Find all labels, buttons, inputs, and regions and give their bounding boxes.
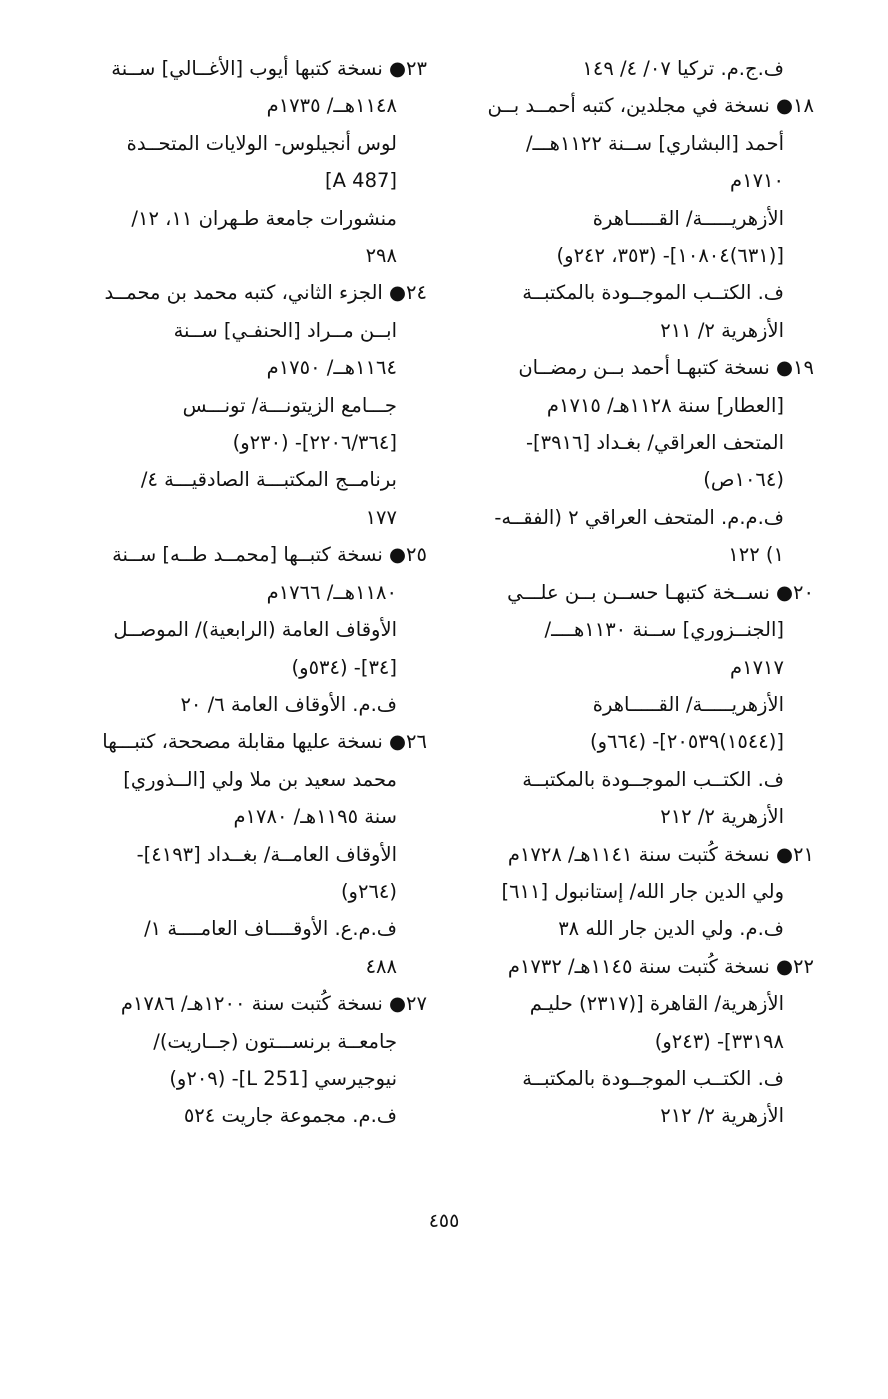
text-line: ف. الكتــب الموجــودة بالمكتبــة <box>522 767 784 791</box>
text-line: (٢٦٤و) <box>340 879 397 903</box>
text-line: ١٨● نسخة في مجلدين، كتبه أحمــد بــن <box>487 94 814 118</box>
entry-detail <box>462 686 814 761</box>
text-line: الأزهرية ٢/ ٢١٢ <box>660 805 784 829</box>
text-line: سنة ١١٩٥هـ/ ١٧٨٠م <box>233 805 397 829</box>
entry-detail <box>72 200 427 275</box>
right-column <box>462 50 814 1135</box>
text-line: ٤٨٨ <box>365 954 397 978</box>
entry-detail <box>462 910 814 947</box>
text-line: الأزهريـــــة/ القـــــاهرة <box>592 692 784 716</box>
text-line: ولي الدين جار الله/ إستانبول [٦١١] <box>501 879 784 903</box>
manuscript-entry <box>72 50 427 125</box>
text-line: محمد سعيد بن ملا ولي [الــذوري] <box>123 767 397 791</box>
text-line: جامعــة برنســـتون (جــاريت)/ <box>153 1029 397 1053</box>
text-line: [(١٥٤٤)٢٠٥٣٩]- (٦٦٤و) <box>589 730 784 754</box>
text-line: ف. الكتــب الموجــودة بالمكتبــة <box>522 1066 784 1090</box>
text-line: [A 487] <box>325 169 397 193</box>
manuscript-entry <box>462 349 814 424</box>
text-line: ٢٧● نسخة كُتبت سنة ١٢٠٠هـ/ ١٧٨٦م <box>120 992 427 1016</box>
manuscript-entry <box>72 536 427 611</box>
text-line: ف.ج.م. تركيا ٠٧/ ٤/ ١٤٩ <box>582 57 784 80</box>
entry-detail <box>72 1023 427 1098</box>
entry-detail <box>462 761 814 836</box>
manuscript-entry <box>462 574 814 686</box>
text-line: ٢١● نسخة كُتبت سنة ١١٤١هـ/ ١٧٢٨م <box>507 842 814 866</box>
manuscript-entry <box>72 723 427 835</box>
text-line: الأزهرية/ القاهرة [(٢٣١٧) حليـم <box>529 992 784 1016</box>
text-line: الأزهريـــــة/ القـــــاهرة <box>592 206 784 230</box>
text-line: ف.م.م. المتحف العراقي ٢ (الفقــه- <box>494 505 784 529</box>
entry-detail <box>462 274 814 349</box>
text-line: الأوقاف العامــة/ بغــداد [٤١٩٣]- <box>136 842 397 866</box>
left-column <box>72 50 427 1135</box>
text-line: الأوقاف العامة (الرابعية)/ الموصــل <box>113 618 397 642</box>
text-line: ٢٤● الجزء الثاني، كتبه محمد بن محمــد <box>104 281 427 305</box>
entry-detail <box>72 836 427 911</box>
entry-detail <box>462 1060 814 1135</box>
text-line: [٣٤]- (٥٣٤و) <box>291 655 397 679</box>
text-line: [٢٢٠٦/٣٦٤]- (٢٣٠و) <box>232 431 397 455</box>
page-number: ٤٥٥ <box>428 1210 460 1232</box>
text-line: ٢٣● نسخة كتبها أيوب [الأغــالي] ســنة <box>111 57 427 80</box>
text-line: المتحف العراقي/ بغـداد [٣٩١٦]- <box>525 431 784 455</box>
text-line: ١١٨٠هــ/ ١٧٦٦م <box>266 580 397 604</box>
entry-detail <box>72 1097 427 1134</box>
text-line: ١١٦٤هــ/ ١٧٥٠م <box>266 356 397 380</box>
entry-detail <box>72 125 427 200</box>
text-line: ف.م. الأوقاف العامة ٦/ ٢٠ <box>180 692 397 716</box>
entry-detail <box>462 50 814 87</box>
entry-detail <box>72 686 427 723</box>
entry-detail <box>462 200 814 275</box>
text-line: ١٧٧ <box>365 505 397 529</box>
text-line: ٢٦● نسخة عليها مقابلة مصححة، كتبـــها <box>102 730 427 754</box>
text-line: ف.م. مجموعة جاريت ٥٢٤ <box>183 1104 397 1128</box>
text-line: [الجنــزوري] ســنة ١١٣٠هــــ/ <box>544 618 784 642</box>
text-line: ٢٠● نســخة كتبهـا حســن بــن علـــي <box>507 580 814 604</box>
entry-detail <box>462 985 814 1060</box>
manuscript-entry <box>72 985 427 1022</box>
text-line: ١٧١٧م <box>730 655 784 679</box>
text-line: ١١٤٨هــ/ ١٧٣٥م <box>266 94 397 118</box>
manuscript-entry <box>462 948 814 985</box>
text-line: أحمد [البشاري] ســنة ١١٢٢هـــ/ <box>525 131 784 155</box>
text-line: الأزهرية ٢/ ٢١١ <box>660 318 784 342</box>
entry-detail <box>72 910 427 985</box>
entry-detail <box>462 873 814 910</box>
text-line: [(٦٣١)١٠٨٠٤]- (٣٥٣، ٢٤٢و) <box>556 244 784 268</box>
text-line: ٢٢● نسخة كُتبت سنة ١١٤٥هـ/ ١٧٣٢م <box>507 954 814 978</box>
text-line: جـــامع الزيتونـــة/ تونـــس <box>182 393 397 417</box>
text-line: برنامــج المكتبـــة الصادقيـــة ٤/ <box>140 468 397 492</box>
text-line: ف. الكتــب الموجــودة بالمكتبــة <box>522 281 784 305</box>
entry-detail <box>462 499 814 574</box>
text-line: ٢٩٨ <box>365 244 397 268</box>
entry-detail <box>72 387 427 462</box>
entry-detail <box>72 461 427 536</box>
manuscript-entry <box>462 836 814 873</box>
text-line: (١٠٦٤ص) <box>703 468 784 492</box>
text-line: ابــن مــراد [الحنفـي] ســنة <box>173 318 397 342</box>
manuscript-entry <box>462 87 814 199</box>
text-line: منشورات جامعة طـهران ١١، ١٢/ <box>131 206 397 230</box>
text-line: [العطار] سنة ١١٢٨هـ/ ١٧١٥م <box>546 393 784 417</box>
text-line: ١) ١٢٢ <box>728 543 784 567</box>
text-line: لوس أنجيلوس- الولايات المتحــدة <box>126 131 397 155</box>
entry-detail <box>72 611 427 686</box>
text-line: الأزهرية ٢/ ٢١٢ <box>660 1104 784 1128</box>
manuscript-entry <box>72 274 427 386</box>
text-line: ف.م. ولي الدين جار الله ٣٨ <box>558 917 784 941</box>
text-line: ١٩● نسخة كتبهـا أحمد بــن رمضــان <box>518 356 814 380</box>
text-line: ٢٥● نسخة كتبــها [محمــد طــه] ســنة <box>112 543 427 567</box>
text-line: نيوجيرسي [L 251]- (٢٠٩و) <box>169 1066 397 1090</box>
text-line: ٣٣١٩٨]- (٢٤٣و) <box>654 1029 784 1053</box>
text-line: ف.م.ع. الأوقــــاف العامــــة ١/ <box>144 917 397 941</box>
entry-detail <box>462 424 814 499</box>
text-line: ١٧١٠م <box>730 169 784 193</box>
